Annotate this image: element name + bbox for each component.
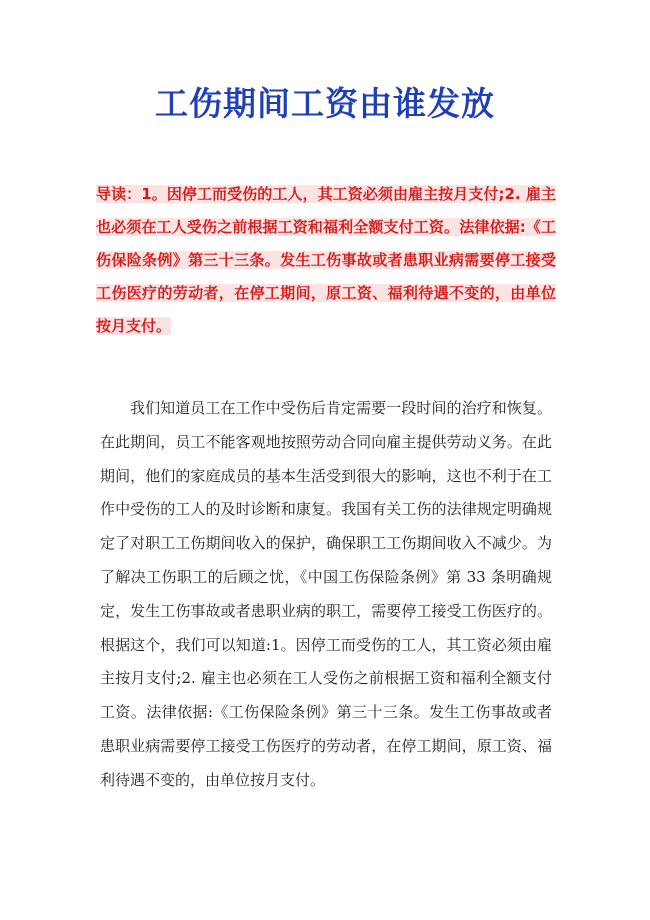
summary-paragraph (96, 178, 556, 343)
document-title: 工伤期间工资由谁发放 (155, 84, 495, 123)
summary-text: 导读：1。因停工而受伤的工人，其工资必须由雇主按月支付;2. 雇主也必须在工人受伤之前根据工资和福利全额支付工资。法律依据:《工伤保险条例》第三十三条。发生工伤事故或者患职业病需要停工接受工伤医疗的劳动者，在停工期间，原工资、福利待遇不变的，由单位按月支付。 (96, 185, 556, 335)
body-paragraph: 我们知道员工在工作中受伤后肯定需要一段时间的治疗和恢复。在此期间，员工不能客观地按照劳动合同向雇主提供劳动义务。在此期间，他们的家庭成员的基本生活受到很大的影响，这也不利于在工作中受伤的工人的及时诊断和康复。我国有关工伤的法律规定明确规定了对职工工伤期间收入的保护，确保职工工伤期间收入不减少。为了解决工伤职工的后顾之忧，《中国工伤保险条例》第 33 条明确规定，发生工伤事故或者患职业病的职工，需要停工接受工伤医疗的。根据这个，我们可以知道:1。因停工而受伤的工人，其工资必须由雇主按月支付;2. 雇主也必须在工人受伤之前根据工资和福利全额支付工资。法律依据:《工伤保险条例》第三十三条。发生工伤事故或者患职业病需要停工接受工伤医疗的劳动者，在停工期间，原工资、福利待遇不变的，由单位按月支付。 (100, 399, 552, 789)
